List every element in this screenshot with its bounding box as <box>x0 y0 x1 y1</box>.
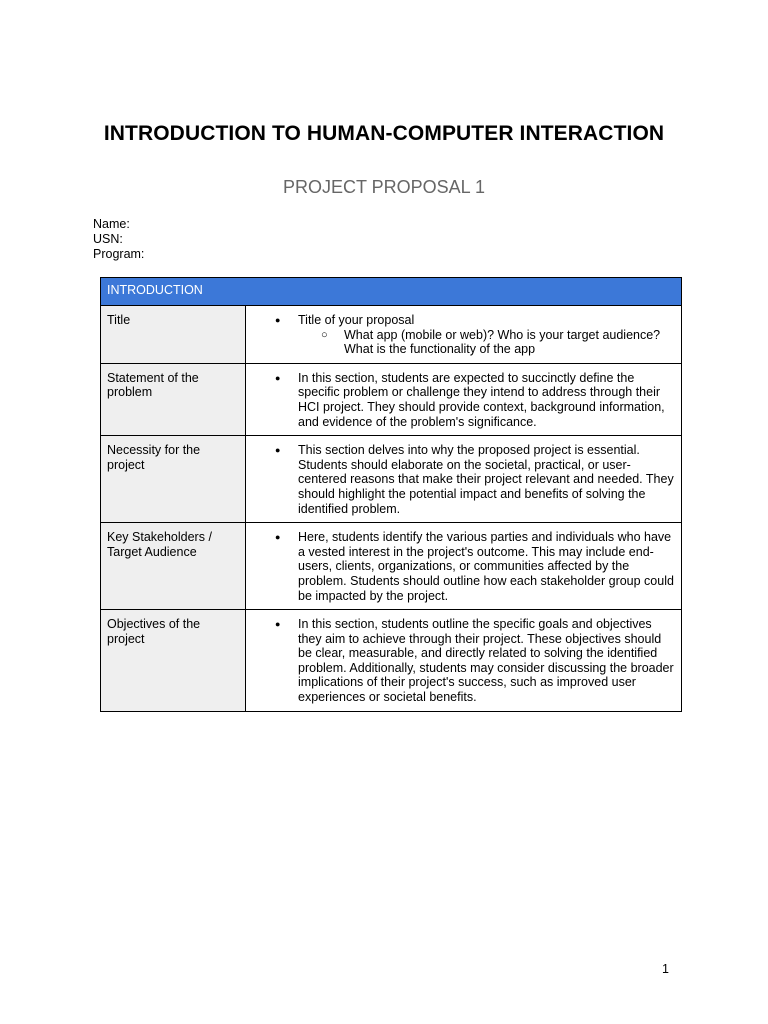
row-content <box>246 523 682 610</box>
row-label: Title <box>101 306 246 364</box>
row-content <box>246 363 682 435</box>
row-label: Necessity for the project <box>101 436 246 523</box>
usn-field-label: USN: <box>93 232 123 246</box>
bullet-item: ● This section delves into why the proposed project is essential. Students should elaborate on the societal, practical, or user-centered reasons that make their project relevant and needed. They should highlight the potential impact and benefits of solving the identified problem. <box>298 443 675 516</box>
bullet-list <box>246 313 675 357</box>
sub-bullet-list <box>298 328 675 357</box>
bullet-list <box>246 443 675 516</box>
row-content <box>246 610 682 712</box>
row-label: Objectives of the project <box>101 610 246 712</box>
row-label: Statement of the problem <box>101 363 246 435</box>
student-info-fields <box>93 217 144 262</box>
table-header-cell: INTRODUCTION <box>101 278 682 306</box>
bullet-item: ● Here, students identify the various parties and individuals who have a vested interest in the project's outcome. This may include end-users, clients, organizations, or communities affected by the problem. Students should outline how each stakeholder group could be impacted by the project. <box>298 530 675 603</box>
introduction-table <box>100 277 682 712</box>
bullet-list <box>246 617 675 705</box>
bullet-list <box>246 371 675 429</box>
table-row <box>101 306 682 364</box>
bullet-item: ● In this section, students are expected to succinctly define the specific problem or challenge they intend to address through their HCI project. They should provide context, background information, and evidence of the problem's significance. <box>298 371 675 429</box>
page-number: 1 <box>662 962 669 976</box>
row-content <box>246 436 682 523</box>
document-subtitle: PROJECT PROPOSAL 1 <box>282 177 486 197</box>
table-row <box>101 523 682 610</box>
table-header-row <box>101 278 682 306</box>
document-title: INTRODUCTION TO HUMAN-COMPUTER INTERACTION <box>103 122 665 145</box>
table-row <box>101 436 682 523</box>
bullet-text: Title of your proposal <box>298 313 415 327</box>
table-row <box>101 363 682 435</box>
sub-bullet-item: ○ What app (mobile or web)? Who is your target audience? What is the functionality of the app <box>344 328 675 357</box>
row-content <box>246 306 682 364</box>
bullet-item: ● In this section, students outline the specific goals and objectives they aim to achieve through their project. These objectives should be clear, measurable, and directly related to solving the identified problem. Additionally, students may consider discussing the broader implications of their project's success, such as improved user experiences or societal benefits. <box>298 617 675 705</box>
bullet-item <box>298 313 675 357</box>
bullet-list <box>246 530 675 603</box>
name-field-label: Name: <box>93 217 130 231</box>
program-field-label: Program: <box>93 247 145 261</box>
table-row <box>101 610 682 712</box>
row-label: Key Stakeholders / Target Audience <box>101 523 246 610</box>
